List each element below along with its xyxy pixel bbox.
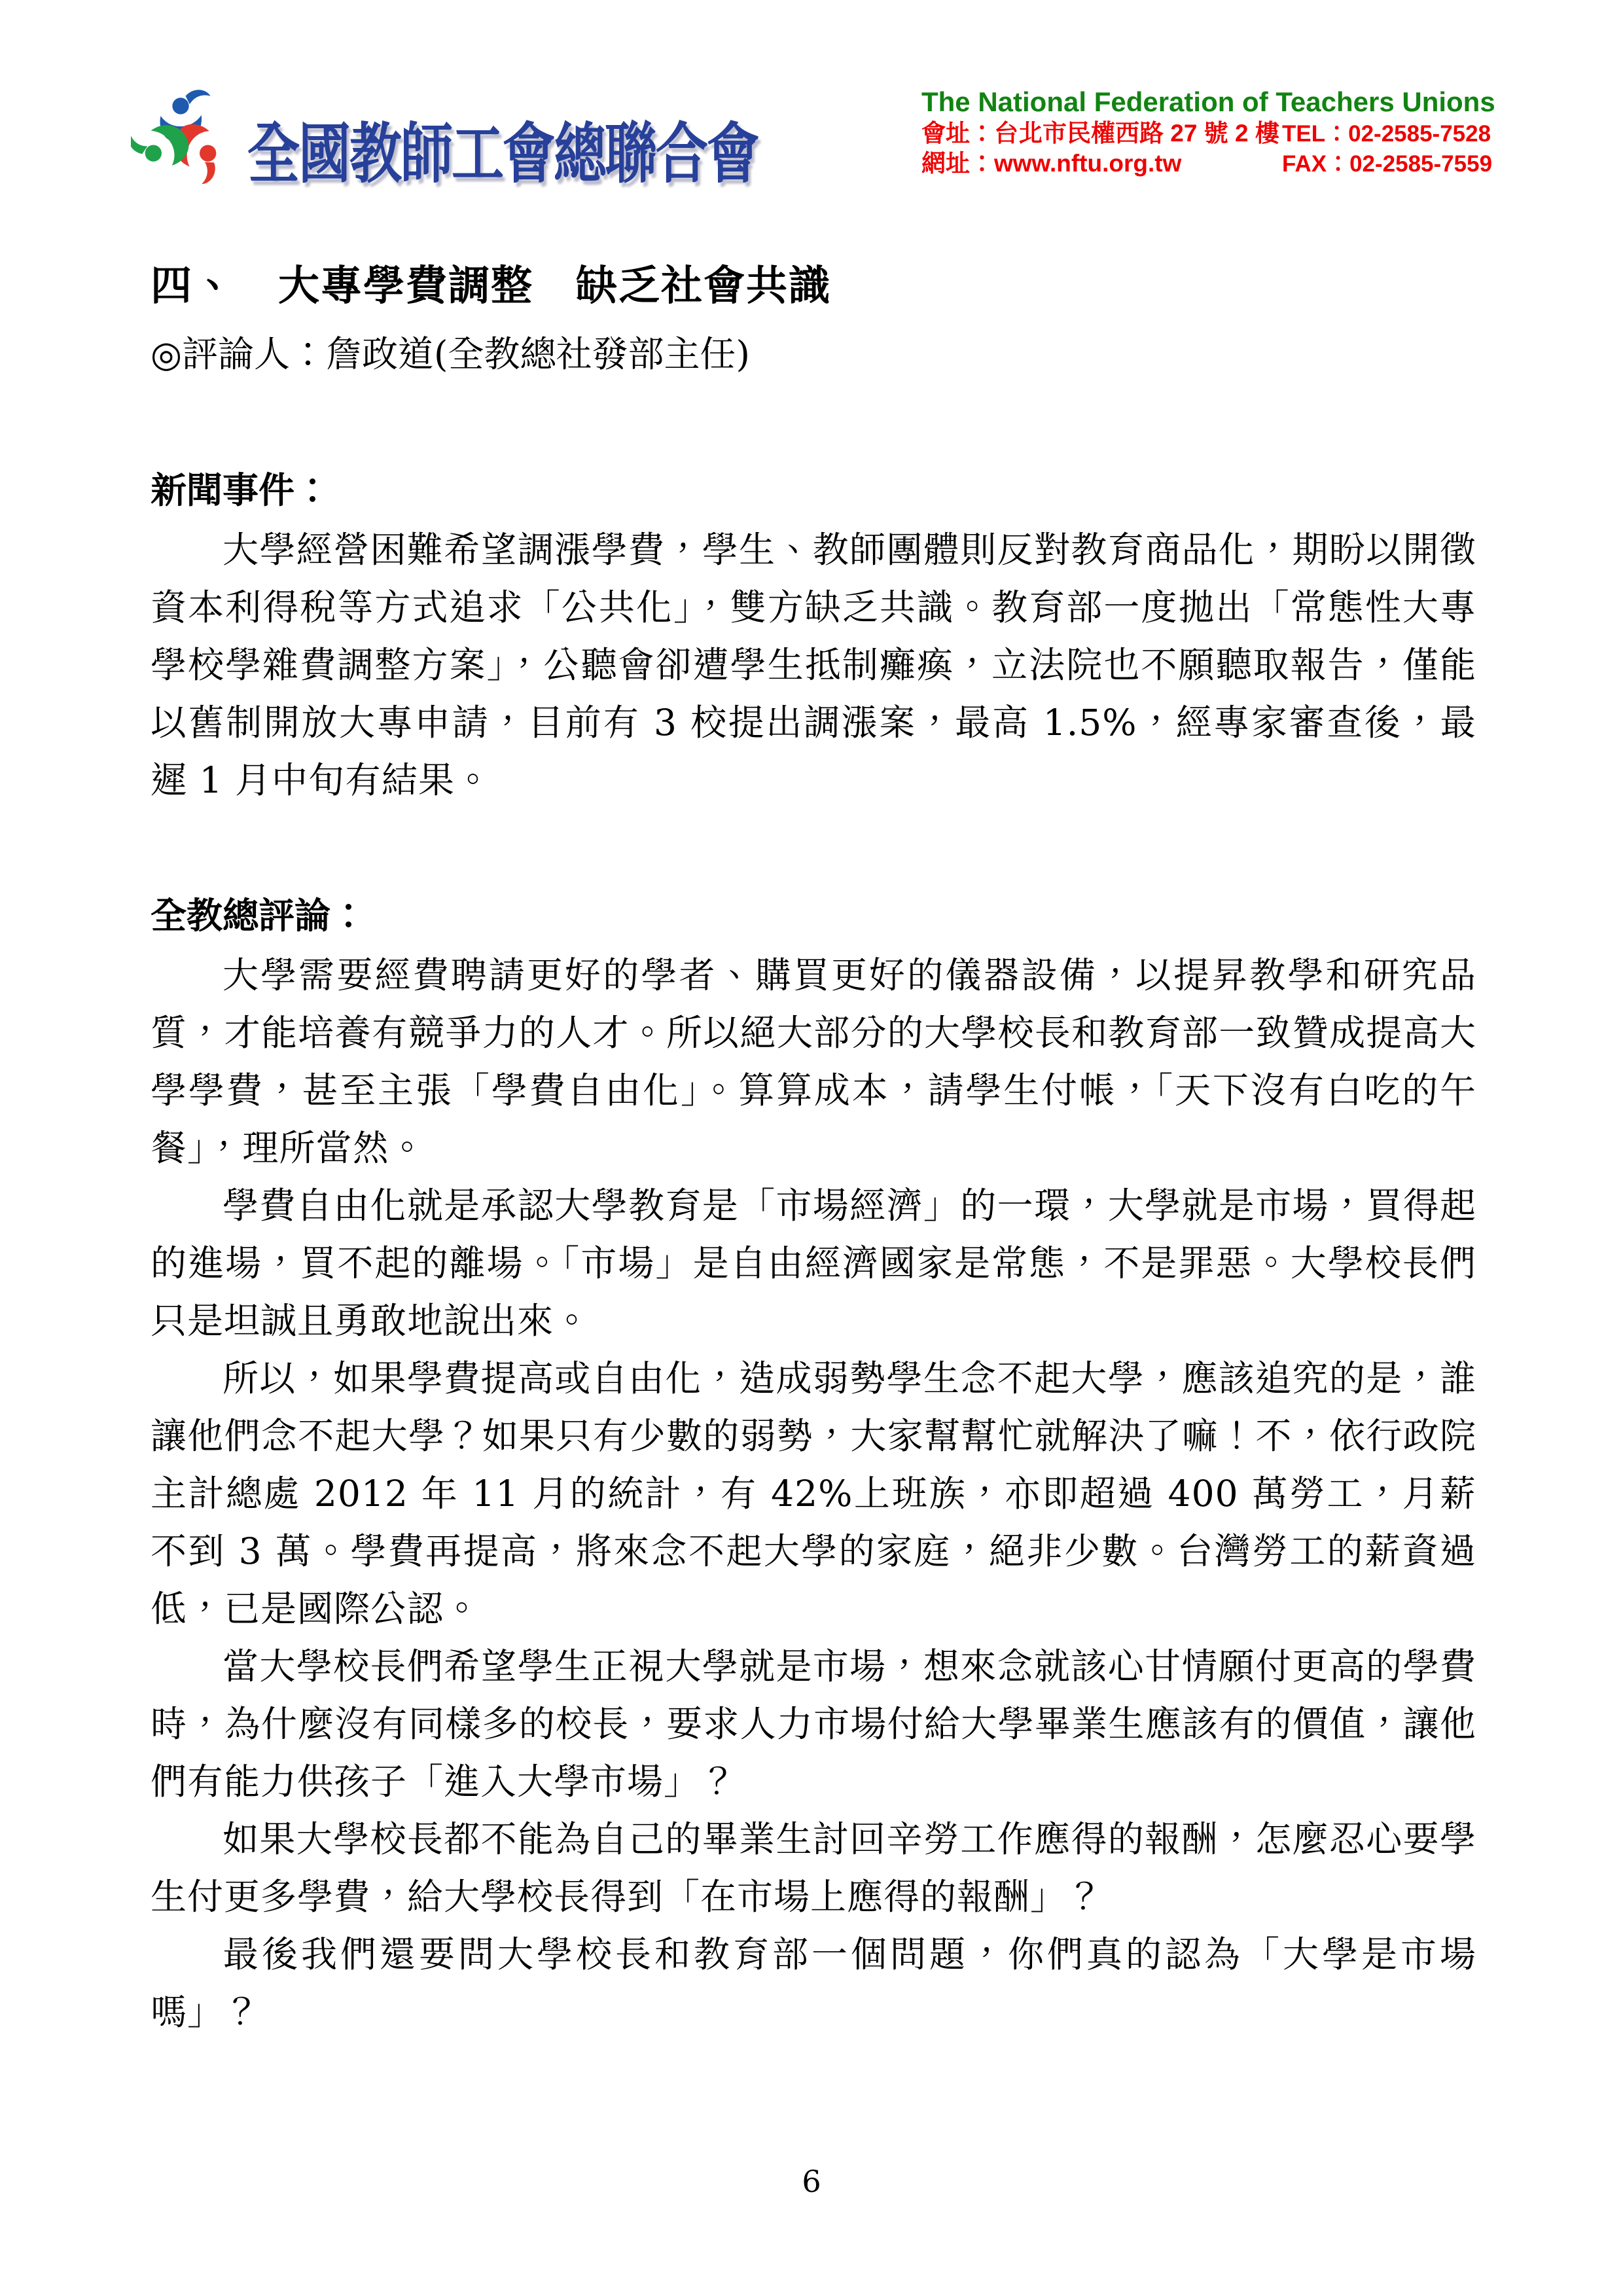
section-heading-news-event: 新聞事件：: [151, 469, 331, 512]
fax-text: FAX：02-2585-7559: [1282, 151, 1493, 177]
telephone-text: TEL：02-2585-7528: [1282, 121, 1491, 147]
org-logo-text: 全國教師工會總聯合會: [247, 115, 758, 192]
org-name-english: The National Federation of Teachers Unions: [921, 86, 1495, 117]
paragraph-comment-5: 如果大學校長都不能為自己的畢業生討回辛勞工作應得的報酬，怎麼忍心要學生付更多學費，給大學校長得到「在市場上應得的報酬」？: [151, 1818, 1476, 1918]
contact-row-website: [921, 151, 1501, 177]
commenter-line: ◎評論人：詹政道(全教總社發部主任): [151, 333, 750, 376]
page-footer: [0, 2166, 1623, 2197]
org-logo: [131, 82, 758, 192]
section-heading-union-comment: 全教總評論：: [151, 894, 367, 937]
paragraph-comment-4: 當大學校長們希望學生正視大學就是市場，想來念就該心甘情願付更高的學費時，為什麼沒有同樣多的校長，要求人力市場付給大學畢業生應該有的價值，讓他們有能力供孩子「進入大學市場」？: [151, 1645, 1476, 1803]
paragraph-comment-3: 所以，如果學費提高或自由化，造成弱勢學生念不起大學，應該追究的是，誰讓他們念不起大學？如果只有少數的弱勢，大家幫幫忙就解決了嘛！不，依行政院主計總處 2012 年 11 月的統計，有 42%上班族，亦即超過 400 萬勞工，月薪不到 3 萬。學費再提高，將來念不起大學的家庭，絕非少數。台灣勞工的薪資過低，已是國際公認。: [151, 1357, 1476, 1630]
website-text: 網址：www.nftu.org.tw: [921, 149, 1182, 177]
paragraph-comment-2: 學費自由化就是承認大學教育是「市場經濟」的一環，大學就是市場，買得起的進場，買不起的離場。「市場」是自由經濟國家是常態，不是罪惡。大學校長們只是坦誠且勇敢地說出來。: [151, 1185, 1476, 1342]
paragraph-news-1: 大學經營困難希望調漲學費，學生、教師團體則反對教育商品化，期盼以開徵資本利得稅等方式追求「公共化」，雙方缺乏共識。教育部一度拋出「常態性大專學校學雜費調整方案」，公聽會卻遭學生抵制癱瘓，立法院也不願聽取報告，僅能以舊制開放大專申請，目前有 3 校提出調漲案，最高 1.5%，經專家審查後，最遲 1 月中旬有結果。: [151, 529, 1476, 802]
page-number: 6: [802, 2164, 821, 2199]
paragraph-comment-6: 最後我們還要問大學校長和教育部一個問題，你們真的認為「大學是市場嗎」？: [151, 1933, 1476, 2034]
address-text: 會址：台北市民權西路 27 號 2 樓: [921, 120, 1279, 147]
article-body: [151, 262, 1476, 2041]
letterhead: [131, 82, 1501, 192]
letterhead-contact: [921, 82, 1501, 177]
paragraph-comment-1: 大學需要經費聘請更好的學者、購買更好的儀器設備，以提昇教學和研究品質，才能培養有競爭力的人才。所以絕大部分的大學校長和教育部一致贊成提高大學學費，甚至主張「學費自由化」。算算成本，請學生付帳，「天下沒有白吃的午餐」，理所當然。: [151, 954, 1476, 1170]
contact-row-address: [921, 121, 1501, 147]
org-logo-mark-icon: [131, 82, 230, 186]
article-title: 四、 大專學費調整 缺乏社會共識: [151, 261, 831, 310]
